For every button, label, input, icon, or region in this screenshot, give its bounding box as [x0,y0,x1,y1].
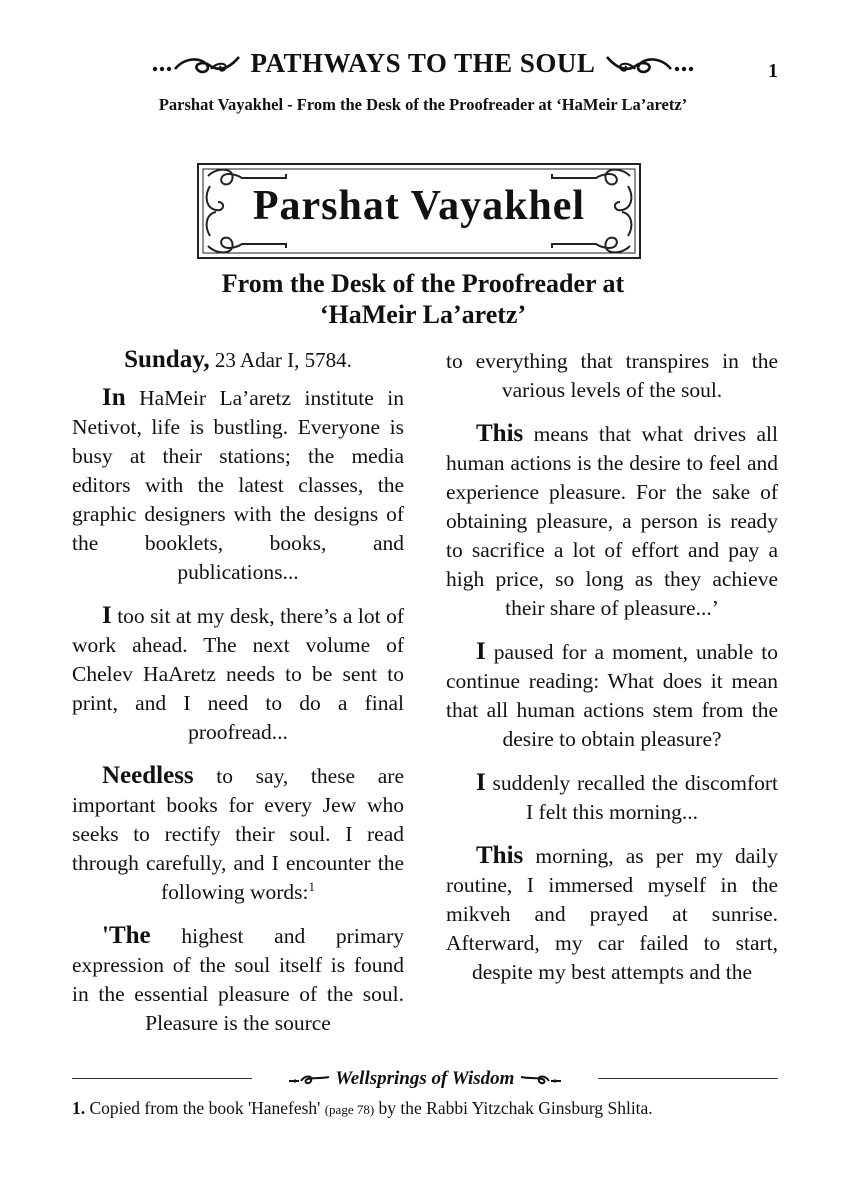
footnote-reference[interactable]: 1 [308,878,315,894]
footnote-text-a: Copied from the book 'Hanefesh' [85,1098,325,1118]
paragraph-lead: This [476,842,524,869]
date-line [72,345,404,375]
footnote-text-b: by the Rabbi Yitzchak Ginsburg Shlita. [374,1098,653,1118]
paragraph-text: paused for a moment, unable to continue reading: What does it mean that all human actions stem from the desire to obtain pleasure? [446,640,778,751]
section-heading-line1: From the Desk of the Proofreader at [221,269,625,298]
paragraph-lead: 'The [102,922,151,949]
header-title-group [151,48,696,79]
date-lead: Sunday, [124,346,210,373]
running-header [0,48,846,82]
left-flourish-icon [151,51,243,77]
paragraph-text: means that what drives all human actions is the desire to feel and experience pleasure. For the sake of obtaining pleasure, a person is ready to sacrifice a lot of effort and pay a high price, so long as they achieve their share of pleasure...’ [446,422,778,620]
paragraph-lead: I [476,638,486,665]
paragraph-lead: I [102,602,112,629]
paragraph [446,841,778,987]
footer-divider [72,1068,778,1090]
paragraph-text: to say, these are important books for every Jew who seeks to rectify their soul. I read through carefully, and I encounter the following words: [72,764,404,904]
footnote-number: 1. [72,1098,86,1118]
footnote [72,1098,792,1119]
paragraph-text: to everything that transpires in the various levels of the soul. [446,349,778,402]
document-title: Parshat Vayakhel [252,183,586,229]
paragraph-lead: I [476,769,486,796]
paragraph-text: morning, as per my daily routine, I immersed myself in the mikveh and prayed at sunrise. Afterward, my car failed to start, despite my best attempts and the [446,844,778,984]
section-heading [0,268,846,330]
running-subtitle: Parshat Vayakhel - From the Desk of the Proofreader at ‘HaMeir La’aretz’ [158,95,688,114]
left-column [72,345,404,1052]
paragraph [72,761,404,907]
right-flourish-icon [603,51,695,77]
paragraph [72,383,404,587]
paragraph [72,601,404,747]
footer-label-text: Wellsprings of Wisdom [335,1068,515,1089]
paragraph-lead: This [476,420,524,447]
right-column [446,347,778,1001]
paragraph-text: highest and primary expression of the soul itself is found in the essential pleasure of the soul. Pleasure is the source [72,924,404,1035]
paragraph-text: HaMeir La’aretz institute in Netivot, life is bustling. Everyone is busy at their stations; the media editors with the latest classes, the graphic designers with the designs of the booklets, books, and publications... [72,386,404,584]
footnote-page-ref: (page 78) [324,1102,375,1117]
paragraph-lead: In [102,384,126,411]
paragraph [72,921,404,1038]
paragraph [446,419,778,623]
paragraph [446,768,778,827]
footer-label [72,1068,778,1090]
paragraph [446,637,778,754]
header-title: PATHWAYS TO THE SOUL [250,48,596,78]
paragraph [446,347,778,405]
footer-right-flourish-icon [519,1073,563,1087]
paragraph-text: suddenly recalled the discomfort I felt this morning... [485,771,778,824]
section-heading-line2: ‘HaMeir La’aretz’ [319,300,527,329]
paragraph-text: too sit at my desk, there’s a lot of work ahead. The next volume of Chelev HaAretz needs to be sent to print, and I need to do a final proofread... [72,604,404,744]
paragraph-lead: Needless [102,762,194,789]
title-frame [196,162,642,260]
footer-left-flourish-icon [287,1073,331,1087]
date-text: 23 Adar I, 5784. [209,348,352,372]
page-number: 1 [768,60,778,82]
